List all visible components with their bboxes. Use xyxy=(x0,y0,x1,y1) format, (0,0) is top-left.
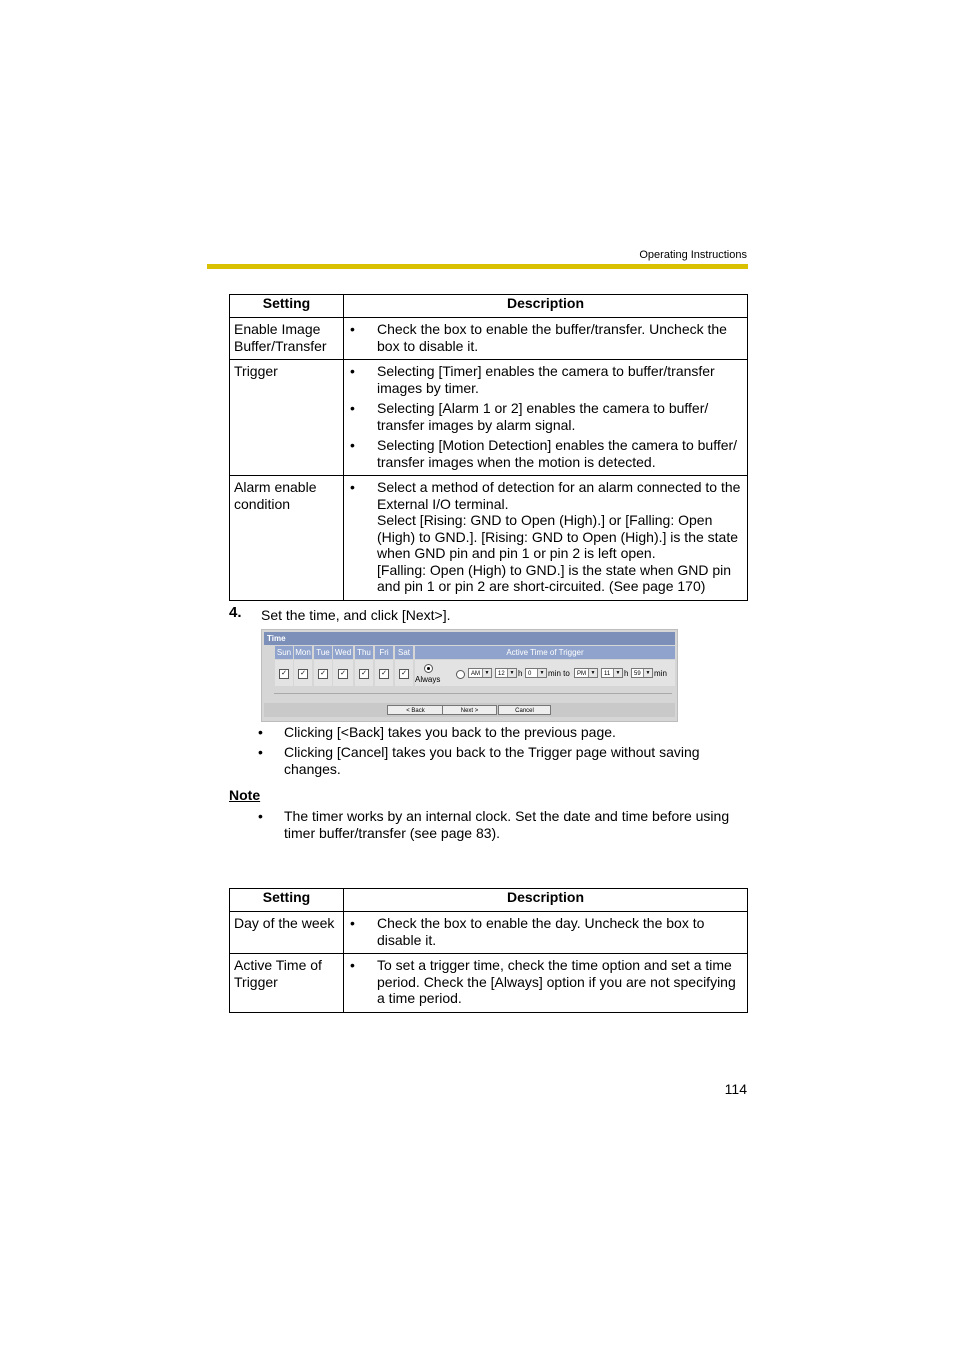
end-minute-select[interactable]: 59 ▼ xyxy=(631,668,653,678)
column-header-description: Description xyxy=(344,295,748,318)
start-minute-select[interactable]: 0 ▼ xyxy=(525,668,547,678)
time-settings-screenshot xyxy=(261,629,678,722)
header-rule xyxy=(207,264,748,269)
end-hour-select[interactable]: 11 ▼ xyxy=(601,668,623,678)
description-cell xyxy=(344,360,748,476)
bullet: • xyxy=(350,321,355,337)
chevron-down-icon: ▼ xyxy=(482,669,491,677)
page-number: 114 xyxy=(724,1081,747,1097)
description-cell xyxy=(344,912,748,954)
bullet-item: • Selecting [Timer] enables the camera to buffer/transfer images by timer. xyxy=(350,363,715,396)
hour-unit-label: h xyxy=(624,669,629,678)
bullet-list xyxy=(258,724,748,781)
bullet-item: • Selecting [Alarm 1 or 2] enables the camera to buffer/ transfer images by alarm signal. xyxy=(350,400,709,433)
fri-checkbox[interactable]: ✓ xyxy=(379,669,389,679)
description-cell xyxy=(344,318,748,360)
step-number: 4. xyxy=(229,604,242,621)
column-header-setting: Setting xyxy=(230,889,344,912)
bullet-item: • Selecting [Motion Detection] enables the camera to buffer/ transfer images when the motion is detected. xyxy=(350,437,738,470)
time-period-radio[interactable] xyxy=(456,670,465,679)
cancel-button[interactable]: Cancel xyxy=(498,705,551,715)
back-button[interactable]: < Back xyxy=(387,705,444,715)
bullet: • xyxy=(258,744,263,760)
time-title-bar: Time xyxy=(264,632,675,645)
bullet: • xyxy=(350,915,355,931)
step-text: Set the time, and click [Next>]. xyxy=(261,607,451,623)
hour-unit-label: h xyxy=(518,669,523,678)
day-header-wed: Wed xyxy=(334,648,352,657)
running-header: Operating Instructions xyxy=(639,249,747,261)
bullet-item: • To set a trigger time, check the time option and set a time period. Check the [Always] option if you are not specifying a time period. xyxy=(350,957,736,1006)
setting-cell: Active Time of Trigger xyxy=(230,954,344,1013)
start-ampm-select[interactable]: AM ▼ xyxy=(468,668,492,678)
chevron-down-icon: ▼ xyxy=(643,669,652,677)
thu-checkbox[interactable]: ✓ xyxy=(359,669,369,679)
day-header-sun: Sun xyxy=(276,648,292,657)
setting-cell: Trigger xyxy=(230,360,344,476)
bullet-item: • Check the box to enable the day. Uncheck the box to disable it. xyxy=(350,915,705,948)
mon-checkbox[interactable]: ✓ xyxy=(298,669,308,679)
setting-cell: Alarm enable condition xyxy=(230,476,344,601)
start-hour-select[interactable]: 12 ▼ xyxy=(495,668,517,678)
bullet: • xyxy=(258,724,263,740)
settings-table-2 xyxy=(229,888,748,1013)
chevron-down-icon: ▼ xyxy=(588,669,597,677)
bullet: • xyxy=(350,479,355,495)
bullet: • xyxy=(258,808,263,824)
note-list xyxy=(258,808,748,845)
note-heading: Note xyxy=(229,787,261,803)
table-row xyxy=(230,954,748,1013)
day-header-mon: Mon xyxy=(295,648,311,657)
always-radio[interactable] xyxy=(424,664,433,673)
column-header-setting: Setting xyxy=(230,295,344,318)
sun-checkbox[interactable]: ✓ xyxy=(279,669,289,679)
day-header-sat: Sat xyxy=(395,646,413,659)
setting-cell: Enable Image Buffer/Transfer xyxy=(230,318,344,360)
min-unit-label: min xyxy=(654,669,667,678)
settings-table-1 xyxy=(229,294,748,601)
day-header-fri: Fri xyxy=(375,646,393,659)
chevron-down-icon: ▼ xyxy=(613,669,622,677)
bullet-item: • Check the box to enable the buffer/transfer. Uncheck the box to disable it. xyxy=(350,321,727,354)
sat-checkbox[interactable]: ✓ xyxy=(399,669,409,679)
table-row xyxy=(230,360,748,476)
bullet: • xyxy=(350,400,355,416)
active-time-header: Active Time of Trigger xyxy=(415,646,675,659)
bullet: • xyxy=(350,363,355,379)
description-cell xyxy=(344,476,748,601)
list-item: • Clicking [<Back] takes you back to the previous page. xyxy=(258,724,616,740)
day-header-thu: Thu xyxy=(355,646,373,659)
chevron-down-icon: ▼ xyxy=(537,669,546,677)
always-label: Always xyxy=(415,675,441,684)
table-row xyxy=(230,476,748,601)
day-header-tue: Tue xyxy=(314,646,332,659)
bullet-item: • Select a method of detection for an alarm connected to the External I/O terminal. Select [Rising: GND to Open (High).] or [Falling: Open (High) to GND.]. [Rising: GND to Open (High).] is the state when GND pin and pin 1 or pin 2 is left open. [Falling: Open (High) to GND.] is the state when GND pin and pin 1 or pin 2 are short-circuited. (See page 170) xyxy=(350,479,741,594)
setting-cell: Day of the week xyxy=(230,912,344,954)
table-row xyxy=(230,318,748,360)
description-cell xyxy=(344,954,748,1013)
tue-checkbox[interactable]: ✓ xyxy=(318,669,328,679)
list-item: • The timer works by an internal clock. Set the date and time before using timer buffer/transfer (see page 83). xyxy=(258,808,730,841)
bullet: • xyxy=(350,957,355,973)
min-to-label: min to xyxy=(548,669,570,678)
table-row xyxy=(230,912,748,954)
end-ampm-select[interactable]: PM ▼ xyxy=(574,668,598,678)
list-item: • Clicking [Cancel] takes you back to the Trigger page without saving changes. xyxy=(258,744,700,777)
bullet: • xyxy=(350,437,355,453)
wed-checkbox[interactable]: ✓ xyxy=(338,669,348,679)
column-header-description: Description xyxy=(344,889,748,912)
divider xyxy=(274,693,672,694)
next-button[interactable]: Next > xyxy=(442,705,497,715)
chevron-down-icon: ▼ xyxy=(507,669,516,677)
